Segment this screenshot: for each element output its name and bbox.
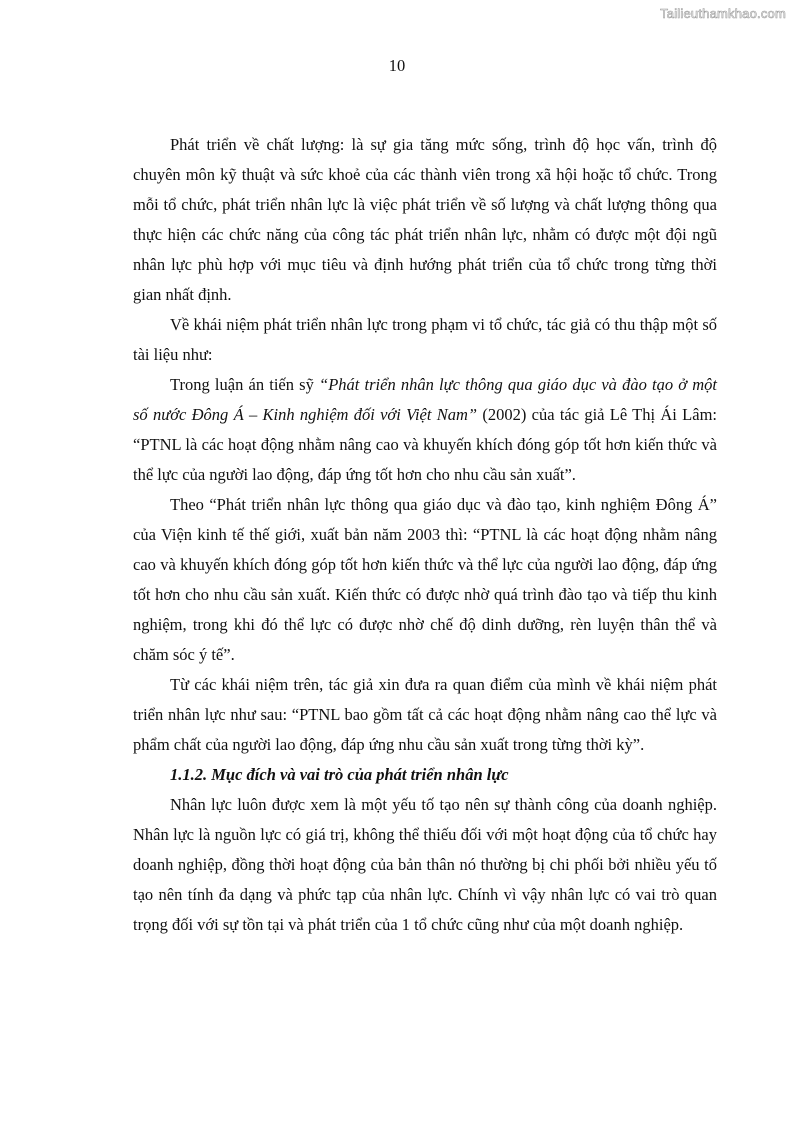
paragraph-world-economy-citation: Theo “Phát triển nhân lực thông qua giáo dục và đào tạo, kinh nghiệm Đông Á” của Viện kinh tế thế giới, xuất bản năm 2003 thì: “PTNL là các hoạt động nhằm nâng cao và khuyến khích đóng góp tốt hơn kiến thức và thể lực của người lao động, đáp ứng tốt hơn cho nhu cầu sản xuất. Kiến thức có được nhờ quá trình đào tạo và tiếp thu kinh nghiệm, trong khi đó thể lực có được nhờ chế độ dinh dưỡng, rèn luyện thân thể và chăm sóc ý tế”. [133, 495, 717, 664]
section-heading: 1.1.2. Mục đích và vai trò của phát triển nhân lực [170, 765, 509, 784]
thesis-title: “Phát triển nhân lực thông qua giáo dục và đào tạo ở một số nước Đông Á – Kinh nghiệm đối với Việt Nam” [133, 375, 717, 424]
thesis-definition-text: (2002) của tác giả Lê Thị Ái Lâm: “PTNL là các hoạt động nhằm nâng cao và khuyến khích đóng góp tốt hơn kiến thức và thể lực của người lao động, đáp ứng tốt hơn cho nhu cầu sản xuất”. [133, 405, 717, 484]
paragraph-quality-development: Phát triển về chất lượng: là sự gia tăng mức sống, trình độ học vấn, trình độ chuyên môn kỹ thuật và sức khoẻ của các thành viên trong xã hội hoặc tổ chức. Trong mỗi tổ chức, phát triển nhân lực là việc phát triển về số lượng và chất lượng thông qua thực hiện các chức năng của công tác phát triển nhân lực, nhằm có được một đội ngũ nhân lực phù hợp với mục tiêu và định hướng phát triển của tổ chức trong từng thời gian nhất định. [133, 135, 717, 304]
page-number: 10 [388, 56, 406, 75]
watermark-text: Tailieuthamkhao.com [660, 6, 786, 21]
paragraph-author-definition: Từ các khái niệm trên, tác giả xin đưa ra quan điểm của mình về khái niệm phát triển nhân lực như sau: “PTNL bao gồm tất cả các hoạt động nhằm nâng cao thể lực và phẩm chất của người lao động, đáp ứng nhu cầu sản xuất trong từng thời kỳ”. [133, 675, 717, 754]
paragraph-role-of-human-resources: Nhân lực luôn được xem là một yếu tố tạo nên sự thành công của doanh nghiệp. Nhân lực là nguồn lực có giá trị, không thể thiếu đối với một hoạt động của tổ chức hay doanh nghiệp, đồng thời hoạt động của bản thân nó thường bị chi phối bởi nhiều yếu tố tạo nên tính đa dạng và phức tạp của nhân lực. Chính vì vậy nhân lực có vai trò quan trọng đối với sự tồn tại và phát triển của 1 tổ chức cũng như của một doanh nghiệp. [133, 795, 717, 934]
paragraph-concept-intro: Về khái niệm phát triển nhân lực trong phạm vi tổ chức, tác giả có thu thập một số tài liệu như: [133, 315, 717, 364]
document-body [133, 130, 717, 940]
thesis-intro-text: Trong luận án tiến sỹ [170, 375, 320, 394]
paragraph-thesis-citation [133, 370, 717, 490]
